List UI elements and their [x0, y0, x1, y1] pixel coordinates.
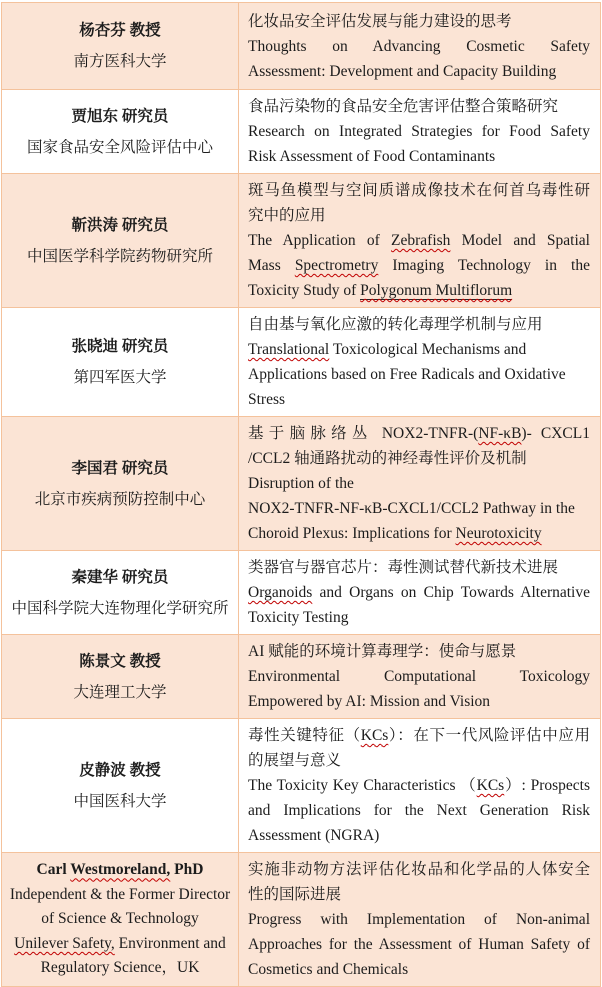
text-segment: Mass: [248, 257, 295, 274]
text-segment: and Organs on Chip Towards Alternative: [312, 584, 590, 601]
speaker-name: [8, 453, 232, 484]
talk-title-en-line: [248, 59, 590, 84]
text-segment: PhD: [170, 861, 204, 879]
spellcheck-marked-text: Organoids: [248, 584, 313, 601]
text-segment: The Application of: [248, 232, 392, 249]
table-row: [2, 550, 600, 634]
speaker-cell: [2, 719, 239, 852]
table-row: [2, 307, 600, 416]
talk-title-en-line: [248, 34, 590, 59]
text-segment: 张晓迪 研究员: [71, 338, 169, 355]
speaker-name: [8, 755, 232, 786]
text-segment: ）：在下一代风险评估中应用: [388, 727, 590, 744]
spellcheck-marked-text: Westmoreland,: [70, 861, 171, 879]
talk-cell: [239, 551, 600, 634]
text-segment: The Toxicity Key Characteristics （: [248, 777, 477, 794]
talk-title-en-line: [248, 521, 590, 546]
speaker-cell: [2, 635, 239, 718]
talk-title-en-line: [248, 387, 590, 412]
text-segment: /CCL2 轴通路扰动的神经毒性评价及机制: [248, 450, 527, 467]
talk-cell: [239, 308, 600, 416]
spellcheck-marked-text: Neurotoxicity: [455, 525, 542, 542]
talk-cell: [239, 417, 600, 550]
spellcheck-marked-text: Polygonum Multiflorum: [360, 282, 513, 299]
text-segment: NOX2-TNFR-NF-κB-CXCL1/CCL2 Pathway in the: [248, 500, 575, 517]
text-segment: Carl: [36, 861, 71, 879]
talk-title-cn-line: [248, 882, 590, 907]
text-segment: 北京市疾病预防控制中心: [34, 490, 206, 508]
talk-title-en-line: [248, 337, 590, 362]
talk-cell: [239, 3, 600, 89]
speaker-affiliation-line: [8, 362, 232, 393]
text-segment: of Science & Technology: [41, 910, 199, 928]
text-segment: 杨杏芬 教授: [79, 22, 161, 39]
text-segment: 性的国际进展: [248, 886, 342, 903]
speaker-cell: [2, 551, 239, 634]
talk-title-en-line: [248, 144, 590, 169]
talk-title-en-line: [248, 798, 590, 823]
talk-title-en-line: [248, 580, 590, 605]
talk-title-en-line: [248, 823, 590, 848]
speaker-affiliation-line: [8, 907, 232, 932]
text-segment: Environment and: [114, 934, 226, 952]
text-segment: 类器官与器官芯片：毒性测试替代新技术进展: [248, 559, 559, 576]
text-segment: Risk Assessment of Food Contaminants: [248, 148, 496, 165]
talk-cell: [239, 635, 600, 718]
speaker-affiliation-line: [8, 883, 232, 908]
table-row: [2, 3, 600, 89]
talk-title-cn-line: [248, 312, 590, 337]
talk-title-en-line: [248, 119, 590, 144]
talk-title-en-line: [248, 932, 590, 957]
talk-title-cn-line: [248, 857, 590, 882]
text-segment: Approaches for the Assessment of Human Safety of: [248, 936, 590, 953]
text-segment: AI 赋能的环境计算毒理学：使命与愿景: [248, 643, 517, 660]
text-segment: Empowered by AI: Mission and Vision: [248, 693, 491, 710]
talk-title-en-line: [248, 228, 590, 253]
speaker-affiliation-line: [8, 677, 232, 708]
talk-cell: [239, 853, 600, 986]
speaker-cell: [2, 90, 239, 173]
text-segment: 实施非动物方法评估化妆品和化学品的人体安全: [248, 861, 590, 878]
text-segment: )- CXCL1: [521, 425, 590, 442]
speaker-cell: [2, 417, 239, 550]
text-segment: Toxicity Study of: [248, 282, 361, 299]
text-segment: 第四军医大学: [73, 369, 167, 386]
text-segment: 中国医科大学: [73, 792, 167, 810]
text-segment: Assessment: Development and Capacity Building: [248, 62, 557, 80]
talk-title-cn-line: [248, 748, 590, 773]
program-table: [1, 2, 601, 987]
table-row: [2, 89, 600, 173]
table-row: [2, 173, 600, 307]
text-segment: and Implications for the Next Generation Risk: [248, 802, 590, 819]
talk-title-en-line: [248, 471, 590, 496]
spellcheck-marked-text: NF-κB: [478, 425, 522, 442]
talk-title-en-line: [248, 362, 590, 387]
speaker-affiliation-line: [8, 786, 232, 817]
text-segment: 靳洪涛 研究员: [71, 216, 169, 234]
speaker-name: [8, 562, 232, 593]
talk-title-cn-line: [248, 723, 590, 748]
table-row: [2, 416, 600, 550]
talk-title-cn-line: [248, 555, 590, 580]
text-segment: 秦建华 研究员: [71, 568, 169, 586]
text-segment: Regulatory Science，UK: [40, 959, 200, 977]
speaker-affiliation-line: [8, 241, 232, 272]
text-segment: 自由基与氧化应激的转化毒理学机制与应用: [248, 316, 543, 333]
speaker-name: [8, 646, 232, 677]
talk-title-en-line: [248, 605, 590, 630]
text-segment: Toxicity Testing: [248, 609, 349, 626]
text-segment: 毒性关键特征（: [248, 727, 361, 744]
spellcheck-marked-text: KCs: [360, 727, 389, 744]
text-segment: 皮静波 教授: [79, 761, 161, 779]
talk-title-en-line: [248, 773, 590, 798]
text-segment: Independent & the Former Director: [9, 885, 231, 903]
text-segment: 大连理工大学: [73, 683, 167, 701]
text-segment: Model and Spatial: [450, 232, 590, 249]
spellcheck-marked-text: KCs: [476, 777, 505, 794]
spellcheck-marked-text: Zebrafish: [391, 232, 451, 249]
text-segment: 贾旭东 研究员: [71, 107, 169, 125]
text-segment: 国家食品安全风险评估中心: [26, 138, 213, 156]
text-segment: 的展望与意义: [248, 752, 342, 769]
text-segment: 基于脑脉络丛 NOX2-TNFR-(: [248, 425, 479, 442]
talk-title-cn-line: [248, 203, 590, 228]
table-row: [2, 718, 600, 852]
speaker-affiliation-line: [8, 956, 232, 981]
spellcheck-marked-text: Translational: [248, 341, 330, 358]
talk-title-cn-line: [248, 446, 590, 471]
talk-title-cn-line: [248, 94, 590, 119]
speaker-cell: [2, 853, 239, 986]
text-segment: Environmental Computational Toxicology: [248, 668, 590, 685]
table-row: [2, 634, 600, 718]
text-segment: 中国科学院大连物理化学研究所: [11, 599, 229, 617]
talk-title-en-line: [248, 957, 590, 982]
speaker-cell: [2, 308, 239, 416]
text-segment: Disruption of the: [248, 475, 354, 492]
speaker-affiliation-line: [8, 484, 232, 515]
talk-title-cn-line: [248, 421, 590, 446]
speaker-affiliation-line: [8, 132, 232, 163]
talk-title-cn-line: [248, 9, 590, 34]
text-segment: 究中的应用: [248, 207, 326, 224]
speaker-name: [8, 101, 232, 132]
text-segment: 食品污染物的食品安全危害评估整合策略研究: [248, 98, 559, 115]
spellcheck-marked-text: Unilever Safety,: [14, 934, 115, 952]
talk-cell: [239, 719, 600, 852]
speaker-name: [8, 331, 232, 362]
talk-title-cn-line: [248, 178, 590, 203]
speaker-cell: [2, 174, 239, 307]
speaker-affiliation-line: [8, 46, 232, 77]
text-segment: Choroid Plexus: Implications for: [248, 525, 456, 542]
text-segment: 斑马鱼模型与空间质谱成像技术在何首乌毒性研: [248, 182, 590, 199]
text-segment: 中国医学科学院药物研究所: [26, 247, 213, 265]
talk-title-cn-line: [248, 639, 590, 664]
text-segment: 李国君 研究员: [71, 459, 169, 477]
text-segment: Toxicological Mechanisms and: [329, 341, 527, 358]
talk-title-en-line: [248, 664, 590, 689]
text-segment: Assessment (NGRA): [248, 827, 380, 844]
talk-title-en-line: [248, 278, 590, 303]
text-segment: 陈景文 教授: [79, 652, 161, 670]
text-segment: Stress: [248, 391, 286, 408]
talk-title-en-line: [248, 689, 590, 714]
text-segment: 化妆品安全评估发展与能力建设的思考: [248, 12, 512, 30]
speaker-affiliation-line: [8, 593, 232, 624]
text-segment: Imaging Technology in the: [378, 257, 590, 274]
talk-title-en-line: [248, 907, 590, 932]
speaker-name: [8, 858, 232, 883]
speaker-name: [8, 210, 232, 241]
text-segment: Applications based on Free Radicals and Oxidative: [248, 366, 566, 383]
speaker-affiliation-line: [8, 932, 232, 957]
text-segment: Research on Integrated Strategies for Food Safety: [248, 123, 590, 140]
speaker-name: [8, 15, 232, 46]
spellcheck-marked-text: Spectrometry: [294, 257, 379, 274]
talk-cell: [239, 174, 600, 307]
text-segment: Progress with Implementation of Non-animal: [248, 911, 590, 928]
text-segment: ）: Prospects: [504, 777, 590, 794]
speaker-cell: [2, 3, 239, 89]
text-segment: 南方医科大学: [73, 53, 167, 70]
talk-cell: [239, 90, 600, 173]
talk-title-en-line: [248, 253, 590, 278]
text-segment: Thoughts on Advancing Cosmetic Safety: [248, 37, 590, 55]
table-row: [2, 852, 600, 986]
text-segment: Cosmetics and Chemicals: [248, 961, 409, 978]
talk-title-en-line: [248, 496, 590, 521]
